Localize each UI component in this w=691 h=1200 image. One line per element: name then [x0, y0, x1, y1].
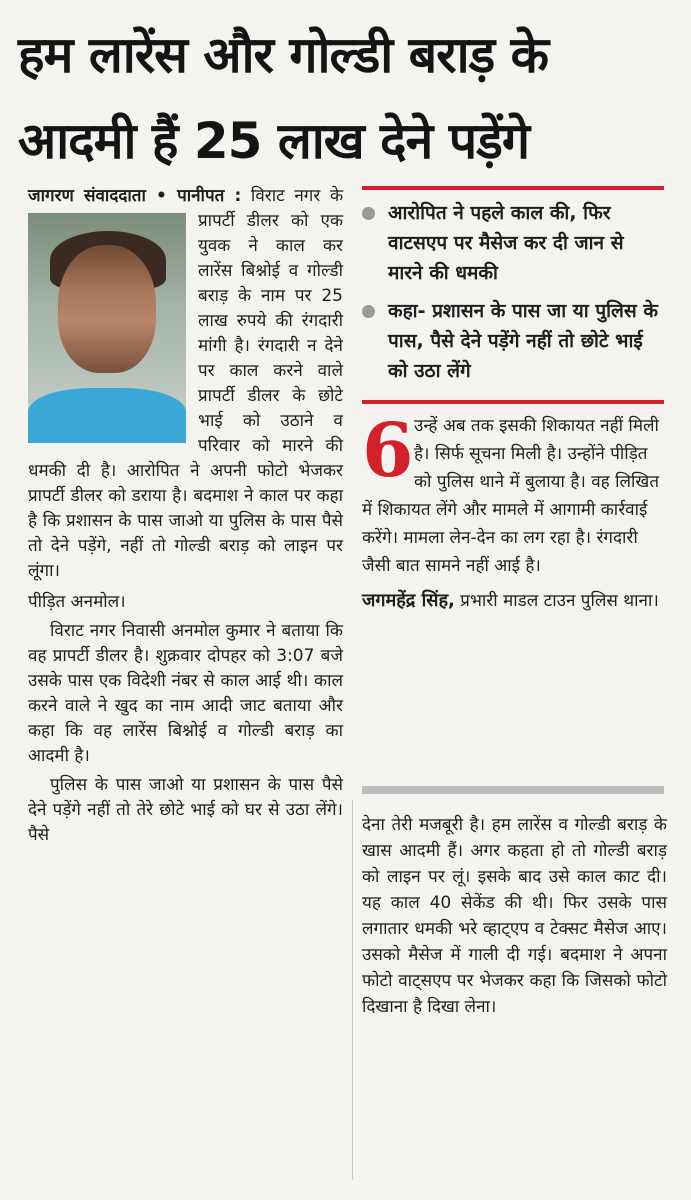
headline [18, 12, 678, 184]
speaker-name: जगमहेंद्र सिंह, [362, 590, 455, 611]
highlight-text: कहा- प्रशासन के पास जा या पुलिस के पास, पैसे देने पड़ेंगे नहीं तो छोटे भाई को उठा लेंगे [388, 300, 658, 382]
article-paragraph-2: विराट नगर निवासी अनमोल कुमार ने बताया कि वह प्रापर्टी डीलर है। शुक्रवार दोपहर को 3:07 बजे उसके पास एक विदेशी नंबर से काल आई थी। काल करने वाले ने खुद का नाम आदी जाट बताया और कहा कि वह लारेंस बिश्नोई व गोल्डी बराड़ का आदमी है। [28, 621, 343, 766]
highlight-item [362, 296, 664, 386]
bullet-dot-icon [362, 305, 375, 318]
mid-red-rule [362, 400, 664, 404]
highlight-item [362, 198, 664, 288]
article-paragraph-3: पुलिस के पास जाओ या प्रशासन के पास पैसे देने पड़ेंगे नहीं तो तेरे छोटे भाई को घर से उठा लेंगे। पैसे [28, 775, 343, 845]
top-red-rule [362, 186, 664, 190]
speaker-designation: प्रभारी माडल टाउन पुलिस थाना। [460, 591, 659, 611]
photo-shirt-shape [28, 388, 186, 443]
headline-line-1: हम लारेंस और गोल्डी बराड़ के [18, 26, 549, 84]
article-left-column [28, 184, 343, 848]
bullet-dot-icon [362, 207, 375, 220]
headline-line-2: आदमी हैं 25 लाख देने पड़ेंगे [18, 112, 530, 170]
quote-mark-icon: 6 [362, 408, 414, 494]
quote-signature [362, 586, 664, 616]
article-lead: विराट नगर के प्रापर्टी डीलर को एक युवक ने काल कर लारेंस बिश्नोई व गोल्डी बराड़ के नाम पर 25 लाख रुपये की रंगदारी मांगी है। रंगदारी न देने पर काल करने वाले प्रापर्टी डीलर के छोटे भाई को उठाने व परिवार को मारने की धमकी दी है। आरोपित ने अपनी फोटो भेजकर प्रापर्टी डीलर को डराया है। बदमाश ने काल पर कहा है कि प्रशासन के पास जाओ या पुलिस के पास पैसे तो देने पड़ेंगे, नहीं तो गोल्डी बराड़ को लाइन पर लूंगा। [28, 186, 344, 581]
column-divider [352, 800, 353, 1180]
dateline: जागरण संवाददाता • पानीपत : [28, 186, 242, 206]
photo-caption-row [28, 590, 343, 615]
sidebar-box [362, 186, 664, 616]
victim-photo [28, 213, 186, 443]
photo-caption: पीड़ित अनमोल। [28, 592, 126, 612]
gray-divider-rule [362, 786, 664, 794]
photo-face-shape [58, 245, 156, 373]
police-quote [362, 408, 664, 580]
article-continuation: देना तेरी मजबूरी है। हम लारेंस व गोल्डी बराड़ के खास आदमी हैं। अगर कहता हो तो गोल्डी बराड़ को लाइन पर लूं। इसके बाद उसे काल काट दी। यह काल 40 सेकेंड की थी। फिर उसके पास लगातार धमकी भरे व्हाट्एप व टेक्सट मैसेज आए। उसको मैसेज में गाली दी गई। बदमाश ने अपना फोटो वाट्सएप पर भेजकर कहा कि जिसको फोटो दिखाना है दिखा लेना। [362, 815, 667, 1017]
highlight-text: आरोपित ने पहले काल की, फिर वाटसएप पर मैसेज कर दी जान से मारने की धमकी [388, 202, 624, 284]
quote-text: उन्हें अब तक इसकी शिकायत नहीं मिली है। सिर्फ सूचना मिली है। उन्होंने पीड़ित को पुलिस थाने में बुलाया है। वह लिखित में शिकायत लेंगे और मामले में आगामी कार्रवाई करेंगे। मामला लेन-देन का लग रहा है। रंगदारी जैसी बात सामने नहीं आई है। [362, 416, 660, 576]
